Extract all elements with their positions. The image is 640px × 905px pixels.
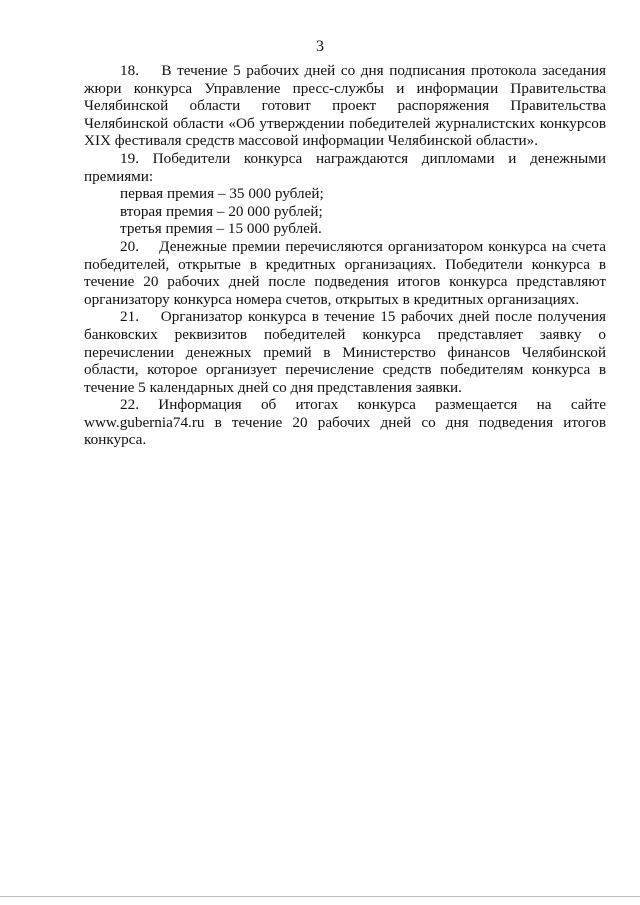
paragraph-18: 18. В течение 5 рабочих дней со дня подписания протокола заседания жюри конкурса Управление пресс-службы и информации Правительства Челябинской области готовит проект распоряжения Правительства Челябинской области «Об утверждении победителей журналистских конкурсов XIX фестиваля средств массовой информации Челябинской области».	[84, 62, 606, 150]
paragraph-21: 21. Организатор конкурса в течение 15 рабочих дней после получения банковских реквизитов победителей конкурса представляет заявку о перечислении денежных премий в Министерство финансов Челябинской области, которое организует перечисление средств победителям конкурса в течение 5 календарных дней со дня представления заявки.	[84, 308, 606, 396]
paragraph-19: 19. Победители конкурса награждаются дипломами и денежными премиями:	[84, 149, 606, 185]
prize-first: первая премия – 35 000 рублей;	[120, 185, 324, 203]
footer-rule	[0, 896, 640, 897]
document-body	[84, 62, 606, 449]
prize-second: вторая премия – 20 000 рублей;	[120, 202, 323, 220]
paragraph-20: 20. Денежные премии перечисляются организатором конкурса на счета победителей, открытые в кредитных организациях. Победители конкурса в течение 20 рабочих дней после подведения итогов конкурса представляют организатору конкурса номера счетов, открытых в кредитных организациях.	[84, 237, 606, 308]
paragraph-22: 22. Информация об итогах конкурса размещается на сайте www.gubernia74.ru в течение 20 рабочих дней со дня подведения итогов конкурса.	[84, 396, 606, 449]
prize-third: третья премия – 15 000 рублей.	[120, 220, 322, 238]
page-number: 3	[316, 38, 324, 55]
